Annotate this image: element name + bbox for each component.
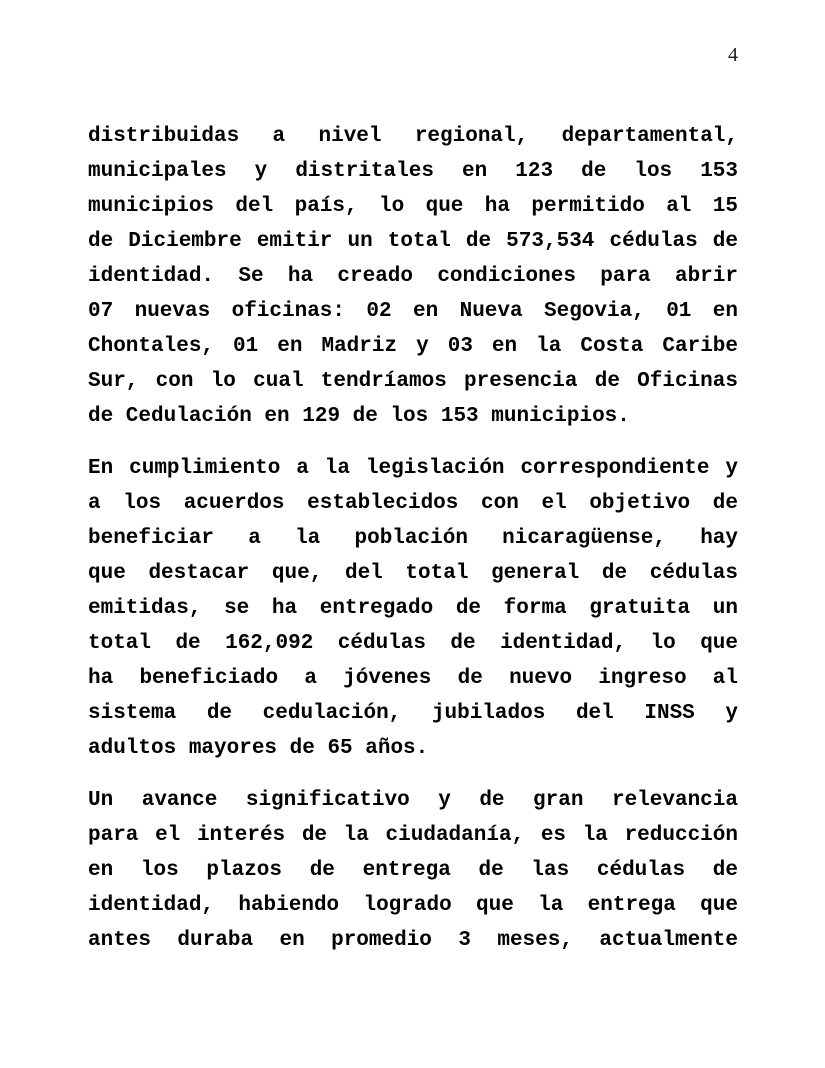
text-line: total de 162,092 cédulas de identidad, lo que: [88, 632, 738, 655]
paragraph: [88, 451, 738, 766]
text-line: de Diciembre emitir un total de 573,534 cédulas de: [88, 230, 738, 253]
page-number: 4: [728, 44, 738, 66]
text-line: que destacar que, del total general de cédulas: [88, 562, 738, 585]
text-line: para el interés de la ciudadanía, es la reducción: [88, 824, 738, 847]
text-line: 07 nuevas oficinas: 02 en Nueva Segovia, 01 en: [88, 300, 738, 323]
text-line: a los acuerdos establecidos con el objetivo de: [88, 492, 738, 515]
text-line: de Cedulación en 129 de los 153 municipios.: [88, 405, 630, 428]
text-line: En cumplimiento a la legislación correspondiente y: [88, 457, 738, 480]
text-line: beneficiar a la población nicaragüense, hay: [88, 527, 738, 550]
text-line: municipales y distritales en 123 de los 153: [88, 160, 738, 183]
document-body: [88, 119, 738, 975]
text-line: municipios del país, lo que ha permitido al 15: [88, 195, 738, 218]
paragraph: [88, 783, 738, 958]
text-line: distribuidas a nivel regional, departamental,: [88, 125, 738, 148]
text-line: identidad, habiendo logrado que la entrega que: [88, 894, 738, 917]
text-line: en los plazos de entrega de las cédulas de: [88, 859, 738, 882]
paragraph: [88, 119, 738, 434]
text-line: ha beneficiado a jóvenes de nuevo ingreso al: [88, 667, 738, 690]
text-line: Sur, con lo cual tendríamos presencia de Oficinas: [88, 370, 738, 393]
text-line: identidad. Se ha creado condiciones para abrir: [88, 265, 738, 288]
text-line: Chontales, 01 en Madriz y 03 en la Costa Caribe: [88, 335, 738, 358]
text-line: adultos mayores de 65 años.: [88, 737, 429, 760]
text-line: Un avance significativo y de gran relevancia: [88, 789, 738, 812]
text-line: emitidas, se ha entregado de forma gratuita un: [88, 597, 738, 620]
text-line: sistema de cedulación, jubilados del INSS y: [88, 702, 738, 725]
text-line: antes duraba en promedio 3 meses, actualmente: [88, 929, 738, 952]
